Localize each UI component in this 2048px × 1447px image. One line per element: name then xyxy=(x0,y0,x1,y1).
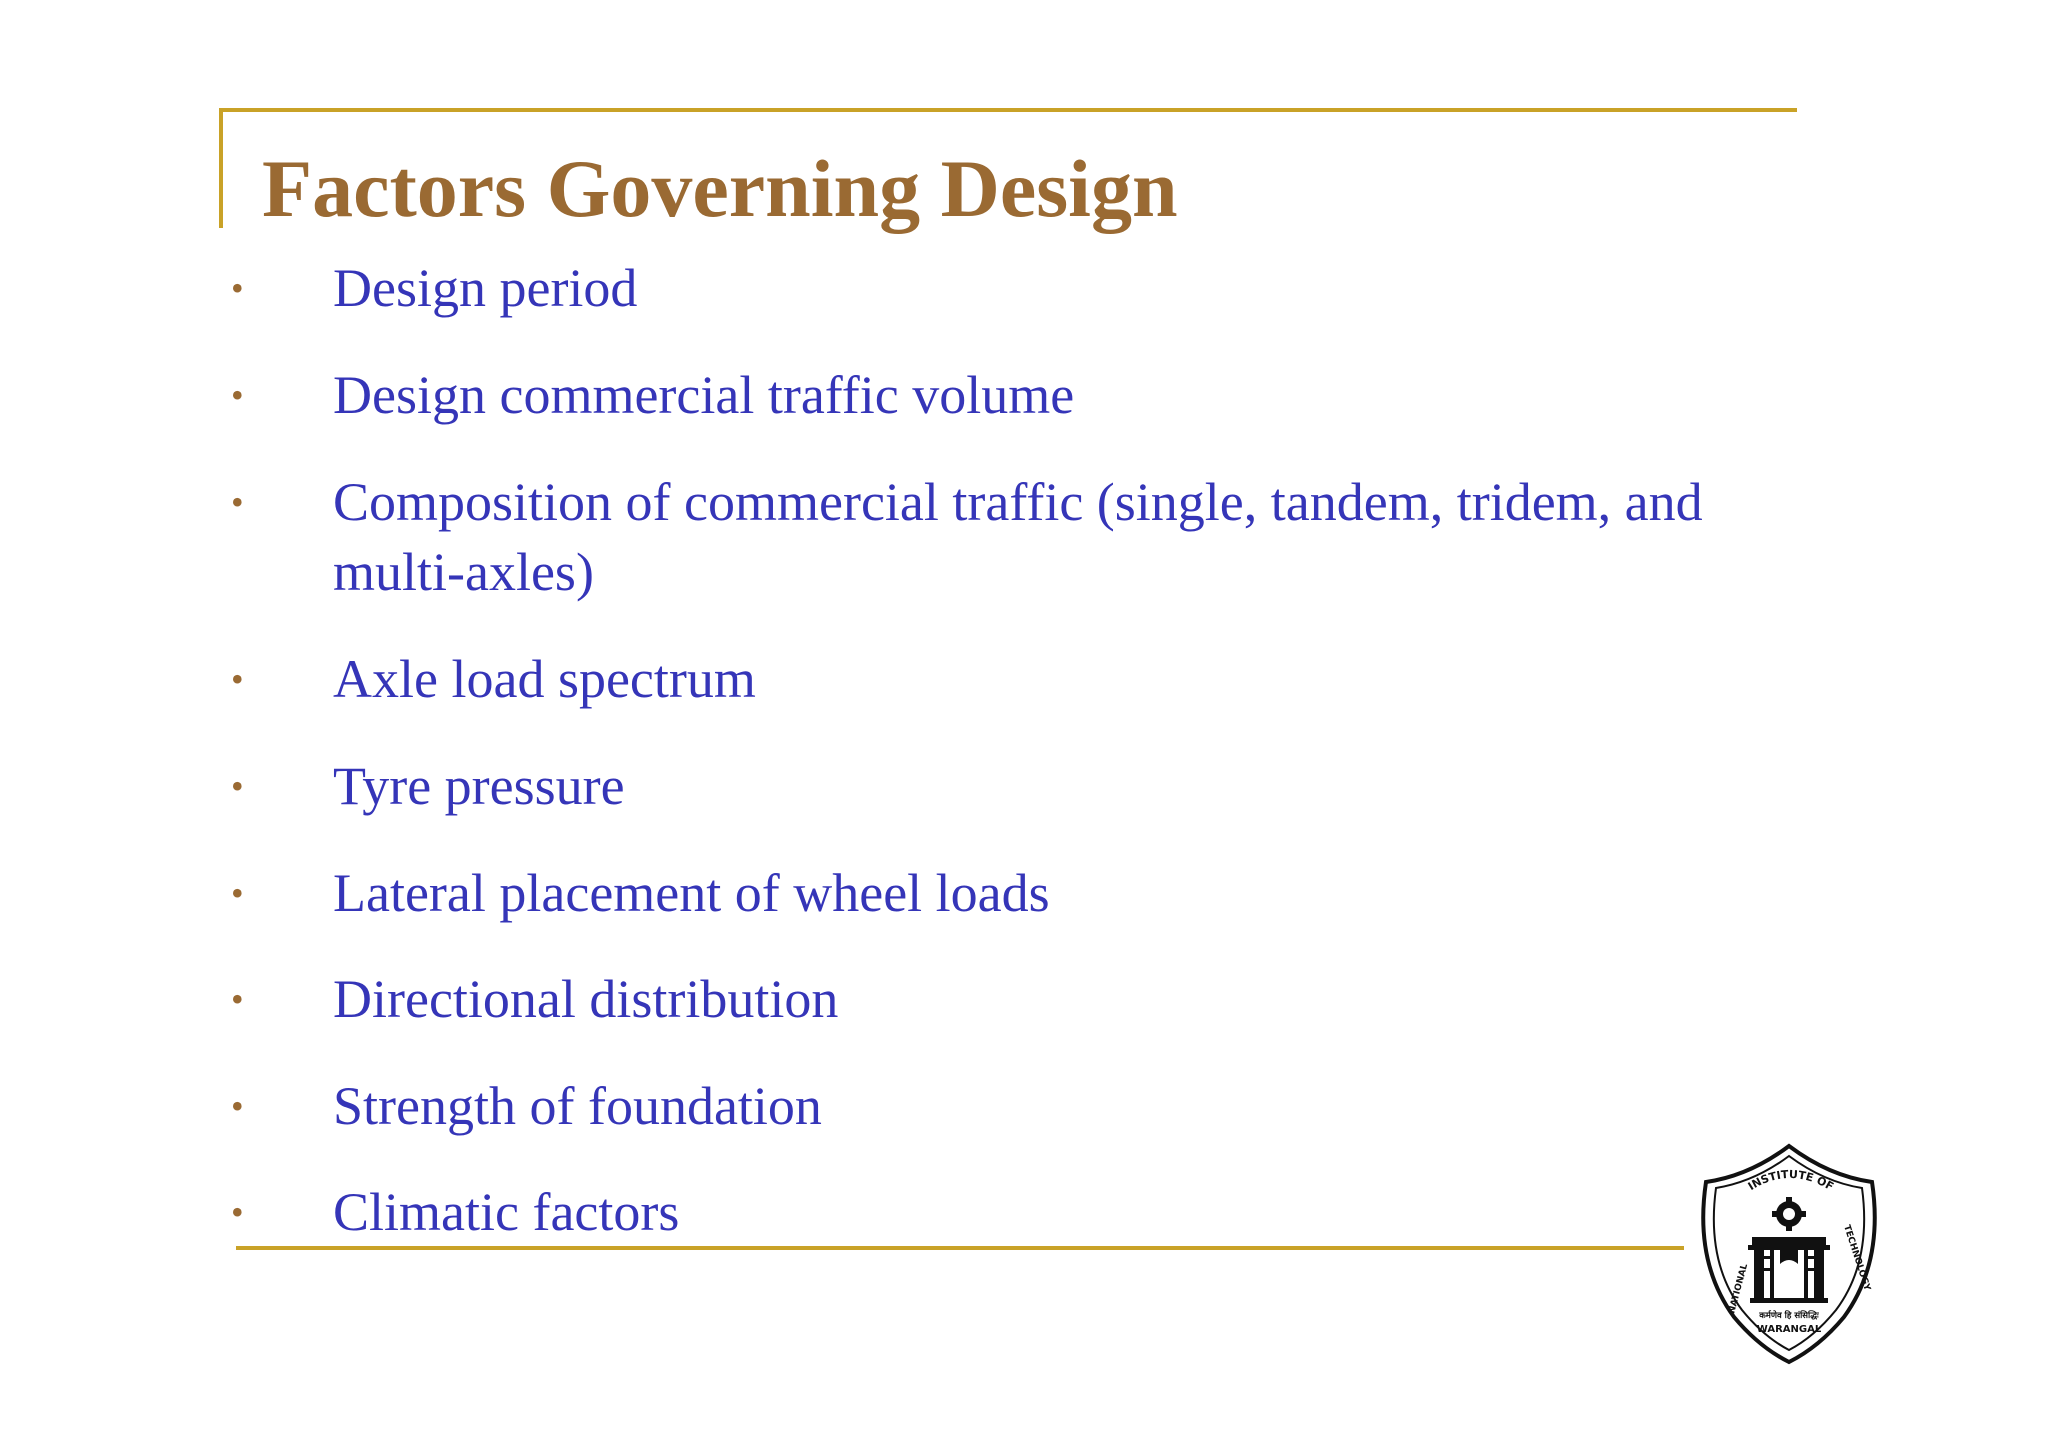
bullet-icon: • xyxy=(231,375,244,415)
logo-left-text: NATIONAL xyxy=(1727,1262,1751,1315)
bullet-item xyxy=(231,858,1791,928)
bullet-icon: • xyxy=(231,482,244,522)
bullet-text: Design commercial traffic volume xyxy=(333,365,1075,425)
bullet-text: Composition of commercial traffic (single, tandem, tridem, and multi-axles) xyxy=(333,472,1703,602)
nit-warangal-logo xyxy=(1694,1142,1884,1366)
logo-right-text: TECHNOLOGY xyxy=(1841,1223,1872,1292)
bullet-item xyxy=(231,253,1791,323)
bullet-text: Directional distribution xyxy=(333,969,839,1029)
bullet-text: Lateral placement of wheel loads xyxy=(333,863,1050,923)
bullet-icon: • xyxy=(231,268,244,308)
bullet-text: Climatic factors xyxy=(333,1182,680,1242)
bullet-item xyxy=(231,1177,1791,1247)
bullet-text: Axle load spectrum xyxy=(333,649,756,709)
bullet-item xyxy=(231,1071,1791,1141)
bullet-icon: • xyxy=(231,979,244,1019)
bullet-icon: • xyxy=(231,1086,244,1126)
bottom-rule xyxy=(236,1246,1684,1250)
bullet-icon: • xyxy=(231,1192,244,1232)
left-rule xyxy=(219,108,223,228)
bullet-item xyxy=(231,644,1791,714)
bullet-item xyxy=(231,360,1791,430)
bullet-item xyxy=(231,467,1791,607)
bullet-item xyxy=(231,751,1791,821)
bullet-icon: • xyxy=(231,766,244,806)
bullet-text: Tyre pressure xyxy=(333,756,625,816)
bullet-item xyxy=(231,964,1791,1034)
logo-motto: कर्मणेव हि संसिद्धिः xyxy=(1759,1311,1819,1321)
top-rule xyxy=(219,108,1797,112)
bullet-text: Strength of foundation xyxy=(333,1076,822,1136)
slide-title: Factors Governing Design xyxy=(262,143,1178,234)
logo-arc-text: INSTITUTE OF xyxy=(1745,1167,1836,1194)
logo-bottom-text: WARANGAL xyxy=(1756,1324,1822,1335)
bullet-icon: • xyxy=(231,659,244,699)
bullet-icon: • xyxy=(231,873,244,913)
bullet-text: Design period xyxy=(333,258,638,318)
